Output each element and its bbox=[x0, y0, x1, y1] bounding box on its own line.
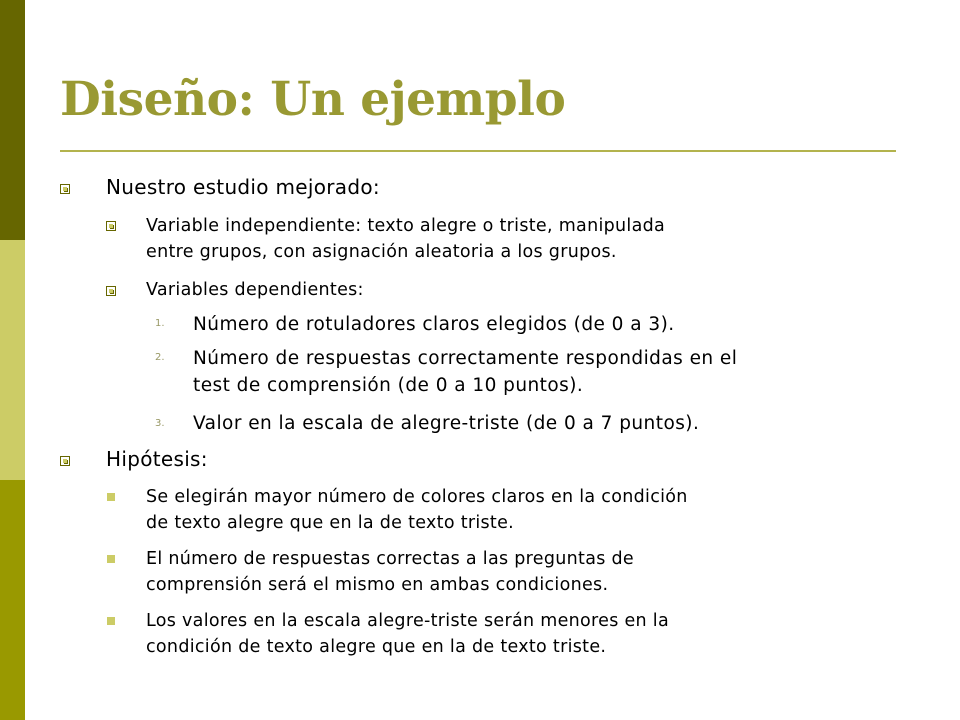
hypothesis-1-line2: de texto alegre que en la de texto triste. bbox=[146, 513, 515, 533]
list-number: 1. bbox=[155, 318, 165, 329]
slide-title: Diseño: Un ejemplo bbox=[60, 72, 566, 127]
box-bullet-icon bbox=[106, 286, 116, 296]
square-bullet-icon bbox=[107, 493, 115, 501]
study-heading: Nuestro estudio mejorado: bbox=[106, 175, 380, 199]
box-bullet-icon bbox=[60, 456, 70, 466]
list-number: 2. bbox=[155, 352, 165, 363]
list-number: 3. bbox=[155, 418, 165, 429]
dependent-item-1: Número de rotuladores claros elegidos (de 0 a 3). bbox=[193, 314, 675, 335]
box-bullet-icon bbox=[106, 221, 116, 231]
hypotheses-heading: Hipótesis: bbox=[106, 447, 208, 471]
independent-variable-line1: Variable independiente: texto alegre o triste, manipulada bbox=[146, 216, 666, 236]
hypothesis-1-line1: Se elegirán mayor número de colores claros en la condición bbox=[146, 487, 688, 507]
hypothesis-2-line1: El número de respuestas correctas a las preguntas de bbox=[146, 549, 634, 569]
hypothesis-2-line2: comprensión será el mismo en ambas condiciones. bbox=[146, 575, 609, 595]
square-bullet-icon bbox=[107, 617, 115, 625]
box-bullet-icon bbox=[60, 184, 70, 194]
hypothesis-3-line2: condición de texto alegre que en la de texto triste. bbox=[146, 637, 607, 657]
independent-variable-line2: entre grupos, con asignación aleatoria a los grupos. bbox=[146, 242, 617, 262]
dependent-variables-heading: Variables dependientes: bbox=[146, 280, 364, 300]
dependent-item-2-line1: Número de respuestas correctamente respondidas en el bbox=[193, 348, 738, 369]
dependent-item-3: Valor en la escala de alegre-triste (de 0 a 7 puntos). bbox=[193, 413, 700, 434]
hypothesis-3-line1: Los valores en la escala alegre-triste serán menores en la bbox=[146, 611, 669, 631]
square-bullet-icon bbox=[107, 555, 115, 563]
dependent-item-2-line2: test de comprensión (de 0 a 10 puntos). bbox=[193, 375, 584, 396]
